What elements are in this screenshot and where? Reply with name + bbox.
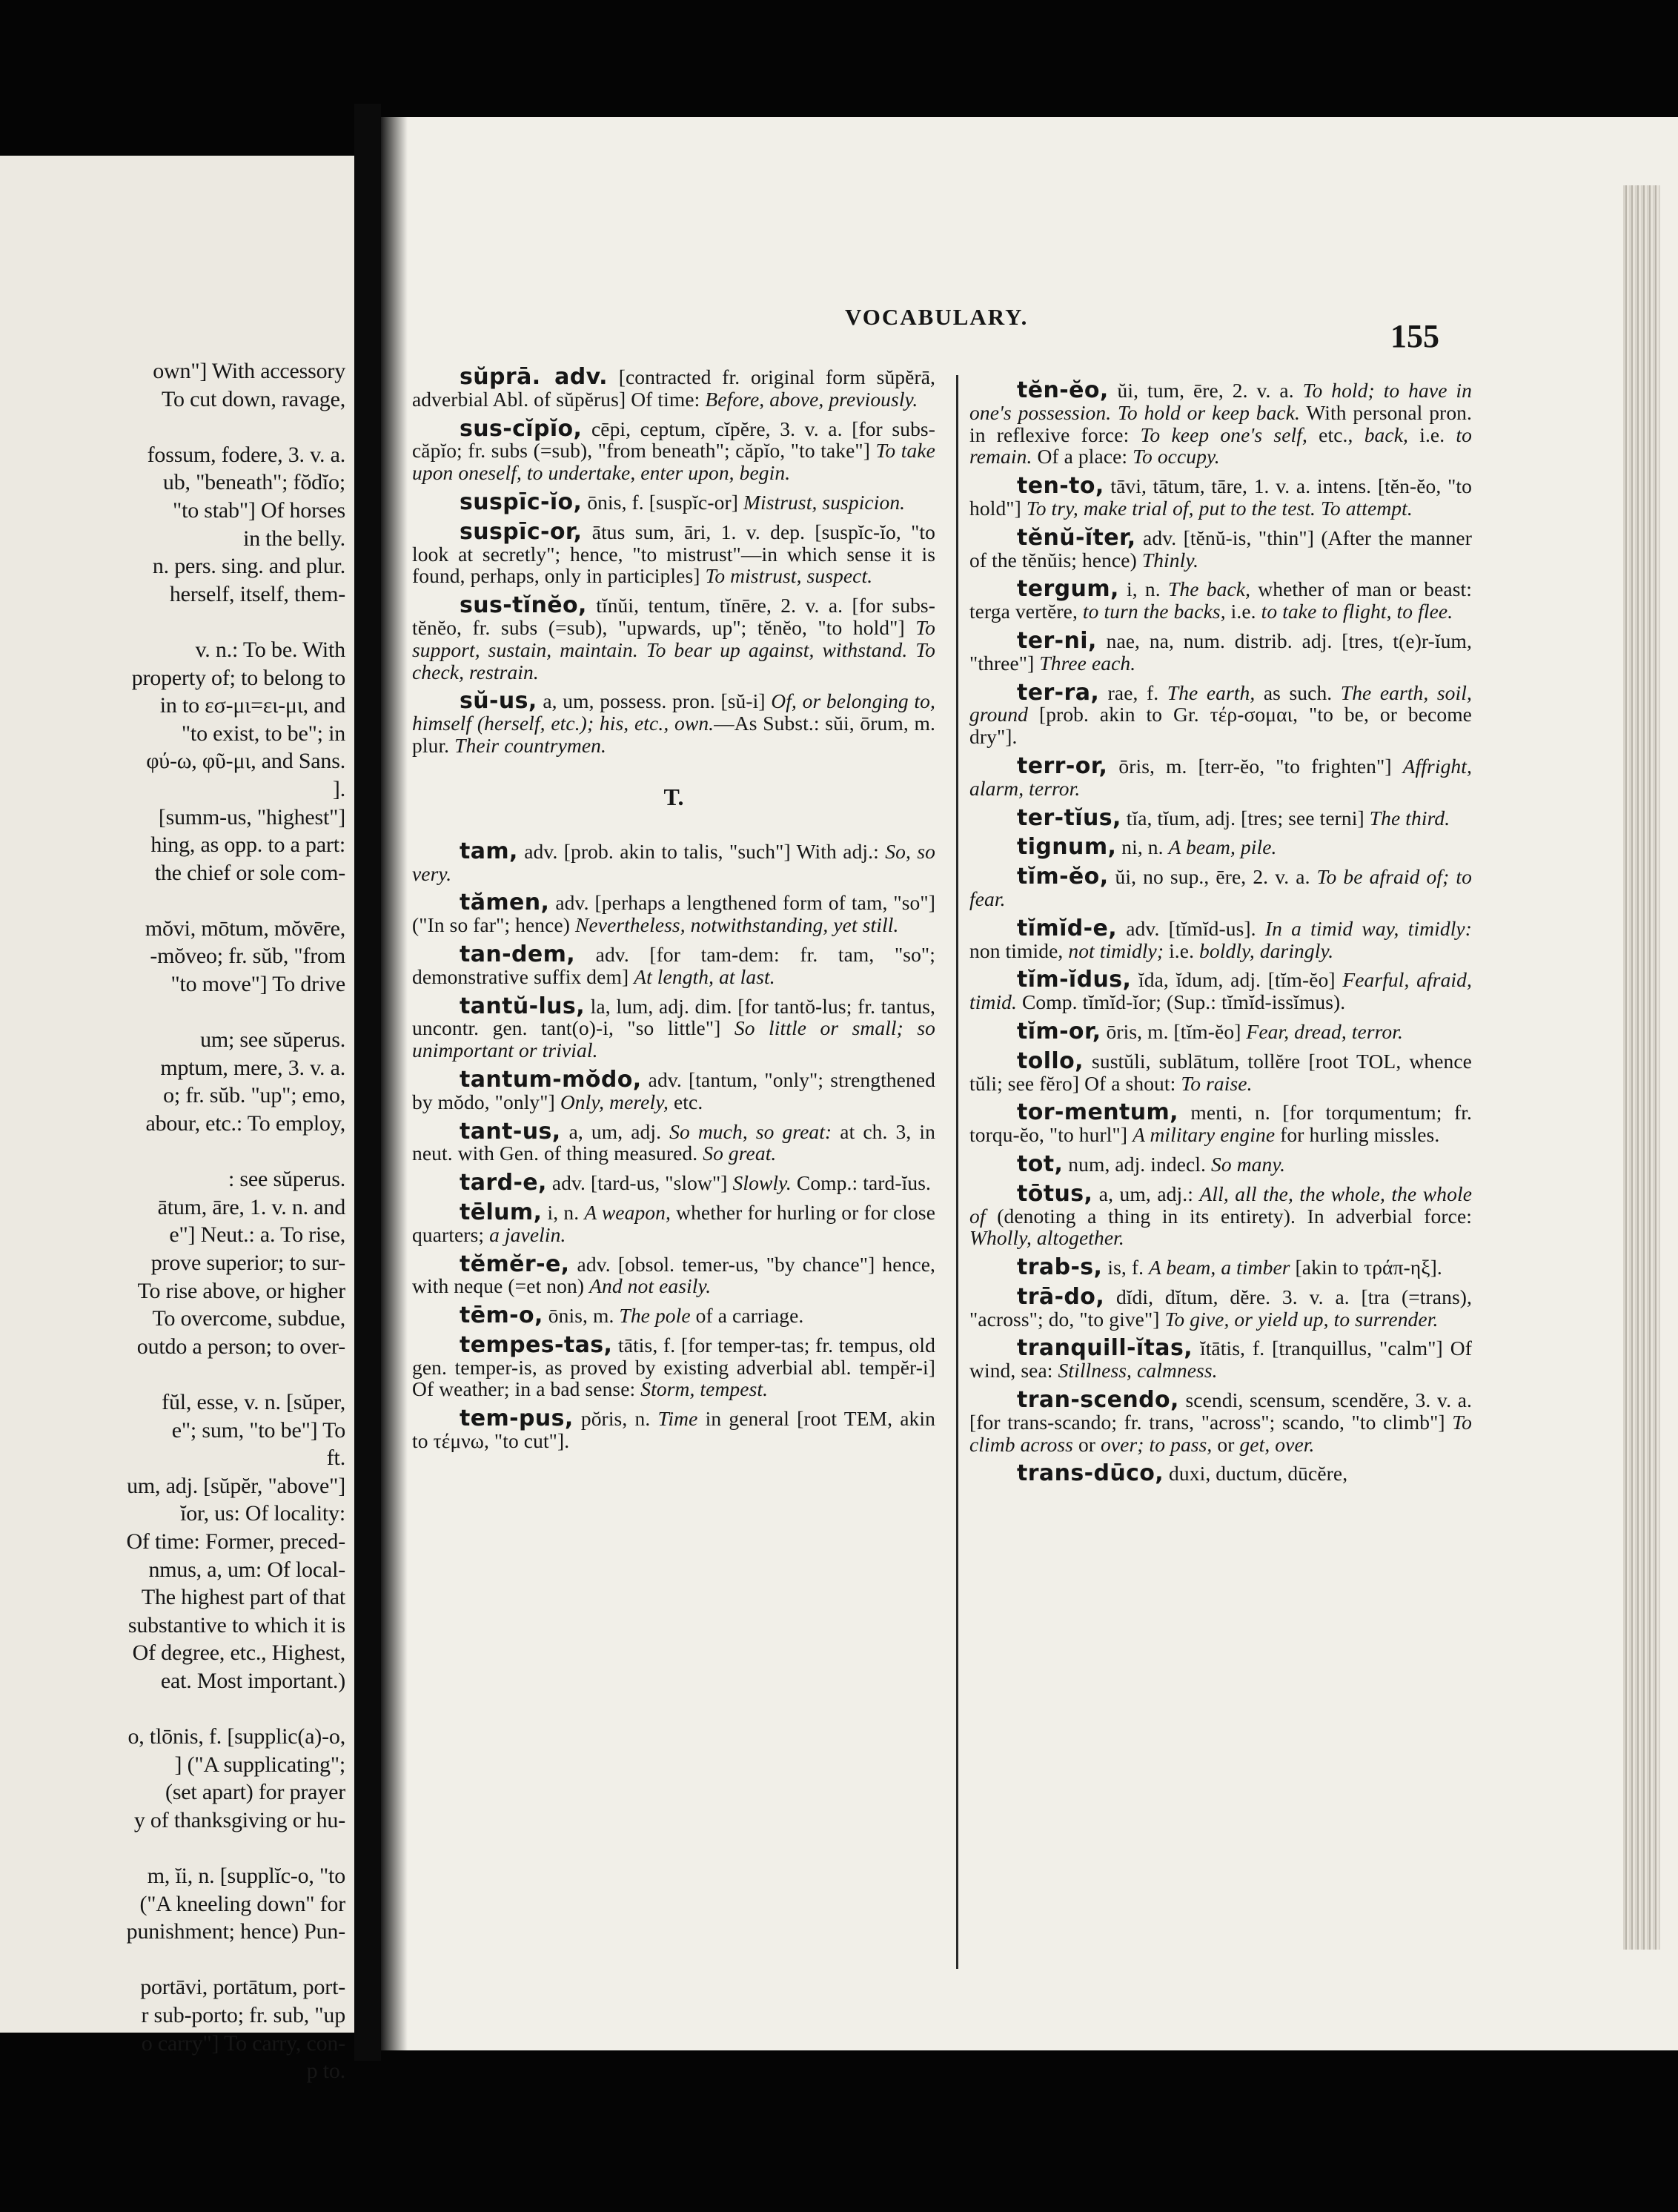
left-page-line: ft. [326,1446,345,1471]
dictionary-entry [969,969,1472,1013]
definition: So little or small; so unimportant or trivial. [412,1016,936,1062]
definition: To hold; to have in one's possession. To hold or keep back. [969,379,1472,424]
dictionary-entry [412,1118,935,1165]
left-page-line: [summ-us, "highest"] [158,804,345,830]
definition: Stillness, calmness. [1058,1359,1218,1382]
headword: tĕn-ĕo, [1017,377,1109,403]
dictionary-entry [412,415,935,485]
entry-text: ĭda, ĭdum, adj. [tĭm-ĕo] [1131,968,1343,992]
entry-text: as such. [1255,681,1341,704]
left-page-line: ] ("A supplicating"; [174,1752,345,1777]
left-page-line: ĭor, us: Of locality: [180,1501,345,1526]
entry-text: ni, n. [1116,835,1169,859]
entry-text: a, um, possess. pron. [sŭ-i] [537,689,772,713]
left-page-line: ]. [332,776,345,801]
entry-text: or [1072,1432,1101,1456]
definition: Mistrust, suspicion. [743,490,906,514]
definition: So great. [703,1142,777,1165]
left-page-line: ātum, āre, 1. v. n. and [157,1194,345,1219]
dictionary-entry [969,1283,1472,1331]
left-page-line: To rise above, or higher [137,1278,345,1303]
definition: So much, so great: [669,1119,832,1143]
definition: over; to pass, [1101,1432,1213,1456]
headword: tantum-mŏdo, [460,1066,642,1093]
left-page-line: substantive to which it is [127,1612,345,1638]
entry-text: rae, f. [1099,681,1167,704]
headword: tollo, [1017,1047,1084,1074]
definition: The back, [1167,577,1251,601]
left-page-line: in the belly. [243,526,345,551]
entry-text: pŏris, n. [573,1407,658,1431]
left-page-line: um, adj. [sŭpĕr, "above"] [127,1473,345,1498]
definition: Wholly, altogether. [969,1226,1124,1250]
left-page-line: hing, as opp. to a part: [150,832,345,858]
entry-text: adv. [tĕnŭ-is, "thin"] (After the manner of the tĕnŭis; hence) [969,526,1472,572]
dictionary-entry [412,838,935,885]
definition: Affright, alarm, terror. [969,754,1472,800]
headword: tran-scendo, [1017,1387,1179,1414]
entry-text: whether for hurling or for close quarters; [412,1200,936,1246]
page-edges [1623,185,1660,1950]
entry-text: duxi, ductum, dūcĕre, [1164,1462,1348,1486]
definition: to take to flight, to flee. [1261,600,1453,623]
entry-text: i, n. [542,1200,585,1224]
dictionary-entry [969,377,1472,468]
dictionary-entry [412,491,935,514]
entry-text: of a carriage. [690,1304,804,1328]
dictionary-entry [969,1047,1472,1095]
dictionary-entry [969,1180,1472,1250]
definition: Storm, tempest. [640,1377,769,1401]
headword: sŭprā. adv. [460,364,608,390]
definition: Slowly. [732,1171,792,1195]
entry-text: [prob. akin to Gr. τέρ-σομαι, "to be, or become dry"]. [969,703,1472,749]
definition: boldly, daringly. [1199,938,1334,962]
entry-text: a, um, adj. [560,1119,670,1143]
definition: To climb across [969,1410,1472,1456]
vocabulary-column-right [969,377,1473,1492]
dictionary-entry [969,1460,1472,1487]
dictionary-entry [969,1337,1472,1382]
headword: ter-tĭus, [1017,804,1121,831]
headword: tergum, [1017,576,1119,603]
dictionary-entry [412,993,936,1062]
definition: To be afraid of; to fear. [969,865,1472,910]
entry-text: a, um, adj.: [1092,1182,1200,1205]
headword: tōtus, [1017,1180,1093,1207]
headword: tem-pus, [460,1405,574,1432]
definition: Thinly. [1141,548,1199,572]
dictionary-entry [412,1066,935,1113]
left-page-line [0,413,345,441]
headword: tot, [1017,1150,1064,1177]
dictionary-entry [412,1172,935,1194]
dictionary-entry [412,1199,936,1246]
entry-text: i.e. [1408,423,1456,446]
dictionary-entry [969,524,1472,572]
headword: ten-to, [1017,473,1104,500]
entry-text: la, lum, adj. dim. [for tantŏ-lus; fr. tantus, uncontr. gen. tant(o)-i, "so little"] [412,994,935,1040]
entry-text: ōris, m. [terr-ĕo, "to frighten"] [1107,754,1403,778]
entry-text: —As Subst.: sŭi, ōrum, m. plur. [412,712,936,757]
entry-text: cēpi, ceptum, cĭpĕre, 3. v. a. [for subs-căpĭo; fr. subs (=sub), "from beneath"; căpĭo, "to take"] [412,417,935,463]
left-page-line: the chief or sole com- [154,860,345,885]
entry-text: is, f. [1102,1256,1150,1279]
dictionary-entry [412,892,935,936]
dictionary-entry [969,834,1472,861]
headword: ter-ni, [1017,627,1097,654]
spine-shadow [381,117,408,2050]
headword: tēm-o, [460,1302,543,1329]
left-page-line: n. pers. sing. and plur. [152,554,345,579]
entry-text: or [1212,1432,1240,1456]
definition: To keep one's self, [1140,423,1307,446]
headword: sus-tĭnĕo, [460,592,587,619]
headword: tēlum, [460,1199,543,1225]
definition: The third. [1369,806,1450,830]
entry-text: tāvi, tātum, tāre, 1. v. a. intens. [tĕn-ĕo, "to hold"] [969,474,1472,520]
entry-text: adv. [for tam-dem: fr. tam, "so"; demonstrative suffix dem] [412,942,935,988]
entry-text: non timide, [969,938,1069,962]
dictionary-entry [412,1302,935,1329]
left-page-text [0,357,345,2085]
entry-text: num, adj. indecl. [1063,1152,1212,1176]
headword: terr-or, [1017,752,1108,779]
left-page-line: herself, itself, them- [169,581,345,606]
book-gutter [354,104,381,2061]
definition: back, [1364,423,1408,446]
headword: sŭ-us, [460,688,537,715]
left-page-line: outdo a person; to over- [136,1334,345,1359]
definition: The earth, [1167,681,1256,704]
left-page-line: o carry"] To carry, con- [141,2030,345,2056]
entry-text: adv. [prob. akin to talis, "such"] With adj.: [517,839,886,863]
definition: Their countrymen. [454,733,607,757]
vocabulary-column-left [412,366,935,1460]
page-number: 155 [1390,318,1439,354]
headword: tam, [460,838,518,864]
entry-text: in general [root TEM, akin to τέμνω, "to cut"]. [412,1407,936,1453]
definition: Time [657,1407,698,1431]
entry-text: ōnis, m. [543,1304,620,1328]
entry-text: sustŭli, sublātum, tollĕre [root TOL, whence tŭli; see fĕro] Of a shout: [969,1049,1472,1095]
headword: tranquill-ĭtas, [1017,1335,1193,1362]
left-page-line: -mŏveo; fr. sŭb, "from [150,944,345,969]
entry-text: etc., [1307,423,1364,446]
entry-text: adv. [tĭmĭd-us]. [1117,916,1265,940]
left-page-line: mŏvi, mōtum, mŏvēre, [145,915,345,941]
left-page-line: "to move"] To drive [170,972,345,997]
headword: tignum, [1017,834,1117,861]
dictionary-entry [969,804,1472,831]
entry-text: ātus sum, āri, 1. v. dep. [suspĭc-ĭo, "to look at secretly"; hence, "to mistrust"—in which sense it is found, perhaps, only in participles] [412,520,935,588]
dictionary-entry [969,1256,1472,1279]
left-page-line: "to exist, to be"; in [181,721,345,746]
entry-text: scendi, scensum, scendĕre, 3. v. a. [for trans-scando; fr. trans, "across"; scando, "to climb"] [969,1388,1472,1434]
definition: A weapon, [584,1200,671,1224]
dictionary-entry [412,1251,935,1298]
definition: To occupy. [1133,445,1220,468]
entry-text: whether of man or beast: terga vertĕre, [969,577,1473,623]
entry-text: adv. [tard-us, "slow"] [546,1171,733,1195]
left-page-line: in to εσ-μι=ει-μι, and [159,693,345,718]
left-page-line: punishment; hence) Pun- [126,1919,345,1944]
definition: Before, above, previously. [705,387,918,411]
definition: The earth, soil, ground [969,681,1472,726]
headword: trab-s, [1017,1254,1103,1281]
dictionary-entry [969,1099,1472,1147]
definition: To support, sustain, maintain. To bear up against, withstand. To check, restrain. [412,615,935,683]
entry-text: tĭnŭi, tentum, tĭnēre, 2. v. a. [for subs-tĕnĕo, fr. subs (=sub), "upwards, up"; tĕnĕo, "to hold"] [412,594,935,639]
left-page-line: The highest part of that [141,1585,345,1610]
headword: tor-mentum, [1017,1099,1178,1126]
left-page-line: e"] Neut.: a. To rise, [169,1222,345,1248]
entry-text: i, n. [1118,577,1168,601]
left-page-line: "to stab"] Of horses [173,497,345,523]
dictionary-entry [969,1150,1472,1177]
headword: trans-dūco, [1017,1460,1164,1487]
definition: All, all the, the whole, the whole of [969,1182,1472,1228]
headword: tan-dem, [460,941,576,967]
entry-text: [akin to τράπ-ηξ]. [1290,1256,1442,1279]
left-page-line [0,1695,345,1723]
left-page-line: Of degree, etc., Highest, [132,1640,345,1666]
left-page-line: o, tlōnis, f. [supplic(a)-o, [127,1724,345,1749]
entry-text: ŭi, no sup., ēre, 2. v. a. [1108,865,1317,889]
definition: not timidly; [1068,938,1164,962]
left-page-line: To overcome, subdue, [152,1306,345,1331]
left-page-line: Of time: Former, preced- [126,1529,345,1554]
entry-text: i.e. [1164,938,1200,962]
definition: get, over. [1239,1432,1315,1456]
entry-text: ĭtātis, f. [tranquillus, "calm"] Of wind, sea: [969,1337,1472,1382]
entry-text: With personal pron. in reflexive force: [969,400,1472,446]
left-page-line: v. n.: To be. With [195,637,345,662]
left-page-line: y of thanksgiving or hu- [133,1807,345,1832]
definition: A beam, pile. [1168,835,1277,859]
headword: trā-do, [1017,1283,1105,1310]
entry-text: nae, na, num. distrib. adj. [tres, t(e)r-ĭum, "three"] [969,629,1472,675]
dictionary-entry [969,679,1472,749]
left-page-line: ub, "beneath"; fŏdĭo; [162,470,345,495]
entry-text: ōris, m. [tĭm-ĕo] [1101,1019,1247,1043]
headword: tard-e, [460,1170,547,1196]
dictionary-entry [412,366,935,411]
entry-text: tĭa, tĭum, adj. [tres; see terni] [1121,806,1370,830]
left-page [0,156,354,2084]
entry-text: adv. [obsol. temer-us, "by chance"] hence, with neque (=et non) [412,1252,935,1298]
left-page-line: abour, etc.: To employ, [145,1111,345,1136]
left-page-line: fŭl, esse, v. n. [sŭper, [162,1389,345,1414]
left-page-line: : see sŭperus. [228,1167,345,1192]
definition: To give, or yield up, to surrender. [1164,1307,1439,1331]
dictionary-entry [969,627,1472,675]
dictionary-entry [412,1331,935,1401]
left-page-line: mptum, mere, 3. v. a. [160,1055,345,1080]
left-page-line: To cut down, ravage, [162,386,345,411]
headword: ter-ra, [1017,679,1100,706]
left-page-line [0,1834,345,1862]
definition: Three each. [1039,651,1136,675]
left-page-line: um; see sŭperus. [200,1027,345,1053]
definition: A military engine [1133,1123,1276,1147]
entry-text: i.e. [1225,600,1261,623]
definition: To take upon oneself, to undertake, enter upon, begin. [412,439,935,485]
dictionary-entry [969,1018,1472,1044]
column-divider [956,375,958,1969]
headword: tĭm-ĭdus, [1017,967,1132,993]
entry-text: menti, n. [for torqumentum; fr. torqu-ĕo, "to hurl"] [969,1101,1472,1147]
definition: to turn the backs, [1082,600,1226,623]
left-page-line: nmus, a, um: Of local- [148,1557,345,1582]
left-page-line: portāvi, portātum, port- [140,1975,345,2000]
dictionary-entry [412,690,935,756]
entry-text: Comp.: tard-ĭus. [791,1171,931,1195]
entry-text: for hurling missles. [1275,1123,1440,1147]
dictionary-entry [969,578,1472,623]
entry-text: Of a place: [1032,445,1133,468]
definition: Nevertheless, notwithstanding, yet still. [575,913,899,937]
dictionary-entry [412,592,935,683]
left-page-line: ("A kneeling down" for [139,1891,345,1916]
definition: The pole [619,1304,691,1328]
definition: So, so very. [412,839,935,885]
entry-text: adv. [perhaps a lengthened form of tam, "so"] ("In so far"; hence) [412,891,935,937]
definition: Fear, dread, terror. [1246,1019,1403,1043]
dictionary-entry [969,475,1472,520]
headword: tĕnŭ-ĭter, [1017,524,1136,551]
headword: tămen, [460,890,550,916]
definition: Only, merely, [560,1090,669,1113]
dictionary-entry [969,866,1472,910]
left-page-line: fossum, fodere, 3. v. a. [147,442,345,467]
left-page-line [0,1946,345,1974]
entry-text: tātis, f. [for temper-tas; fr. tempus, old gen. temper-is, as proved by existing adverbial abl. tempĕr-i] Of weather; in a bad sense: [412,1333,935,1401]
left-page-line: (set apart) for prayer [165,1780,345,1805]
headword: sus-cĭpĭo, [460,415,583,442]
entry-text: ŭi, tum, ēre, 2. v. a. [1108,379,1303,402]
dictionary-entry [969,915,1472,962]
dictionary-entry [412,941,935,988]
entry-text: Comp. tĭmĭd-ĭor; (Sup.: tĭmĭd-issĭmus). [1017,990,1346,1014]
left-page-line: prove superior; to sur- [150,1251,345,1275]
headword: tantŭ-lus, [460,993,585,1019]
dictionary-entry [969,1389,1472,1455]
left-page-line [0,999,345,1027]
left-page-line: m, ĭi, n. [supplĭc-o, "to [147,1864,345,1889]
headword: tĕmĕr-e, [460,1251,570,1277]
definition: Of, or belonging to, himself (herself, etc.); his, etc., own. [412,689,935,735]
section-letter: T. [663,783,684,810]
left-page-line: p to. [306,2059,345,2084]
left-page-line: property of; to belong to [131,665,345,690]
entry-text: (denoting a thing in its entirety). In adverbial force: [985,1204,1472,1228]
left-page-line [0,887,345,915]
entry-text: etc. [669,1090,703,1113]
headword: tant-us, [460,1118,561,1145]
definition: To mistrust, suspect. [705,564,873,588]
left-page-line: eat. Most important.) [160,1668,345,1693]
definition: a javelin. [489,1222,566,1246]
left-page-line [0,1138,345,1166]
left-page-line: o; fr. sŭb. "up"; emo, [163,1083,345,1108]
entry-text: at ch. 3, in neut. with Gen. of thing measured. [412,1119,935,1165]
headword: tĭm-ĕo, [1017,864,1109,890]
definition: And not easily. [589,1274,712,1298]
dictionary-entry [969,752,1472,800]
dictionary-entry [412,1405,936,1453]
left-page-line [0,608,345,636]
definition: To raise. [1181,1071,1253,1095]
headword: tempes-tas, [460,1331,613,1358]
left-page-line: r sub-porto; fr. sub, "up [141,2003,345,2028]
left-page-line [0,1360,345,1388]
entry-text: dĭdi, dĭtum, dĕre. 3. v. a. [tra (=trans), "across"; do, "to give"] [969,1285,1472,1331]
definition: To try, make trial of, put to the test. To attempt. [1026,496,1413,520]
left-page-line: φύ-ω, φῦ-μι, and Sans. [146,749,345,774]
definition: In a timid way, timidly: [1264,916,1472,940]
headword: suspīc-or, [460,518,583,545]
running-title: VOCABULARY. [845,304,1029,330]
entry-text: adv. [tantum, "only"; strengthened by mŏdo, "only"] [412,1067,935,1113]
definition: So many. [1211,1152,1286,1176]
left-page-line: e"; sum, "to be"] To [171,1417,345,1443]
entry-text: ōnis, f. [suspĭc-or] [582,490,743,514]
definition: Fearful, afraid, timid. [969,968,1472,1014]
entry-text: [contracted fr. original form sŭpĕrā, adverbial Abl. of sŭpĕrus] Of time: [412,365,935,411]
definition: to remain. [969,423,1472,468]
headword: tĭm-or, [1017,1018,1101,1044]
left-page-line: own"] With accessory [153,359,345,383]
headword: tĭmĭd-e, [1017,915,1118,941]
headword: suspīc-ĭo, [460,489,583,515]
definition: At length, at last. [634,964,775,988]
definition: A beam, a timber [1149,1256,1290,1279]
dictionary-entry [412,518,935,588]
